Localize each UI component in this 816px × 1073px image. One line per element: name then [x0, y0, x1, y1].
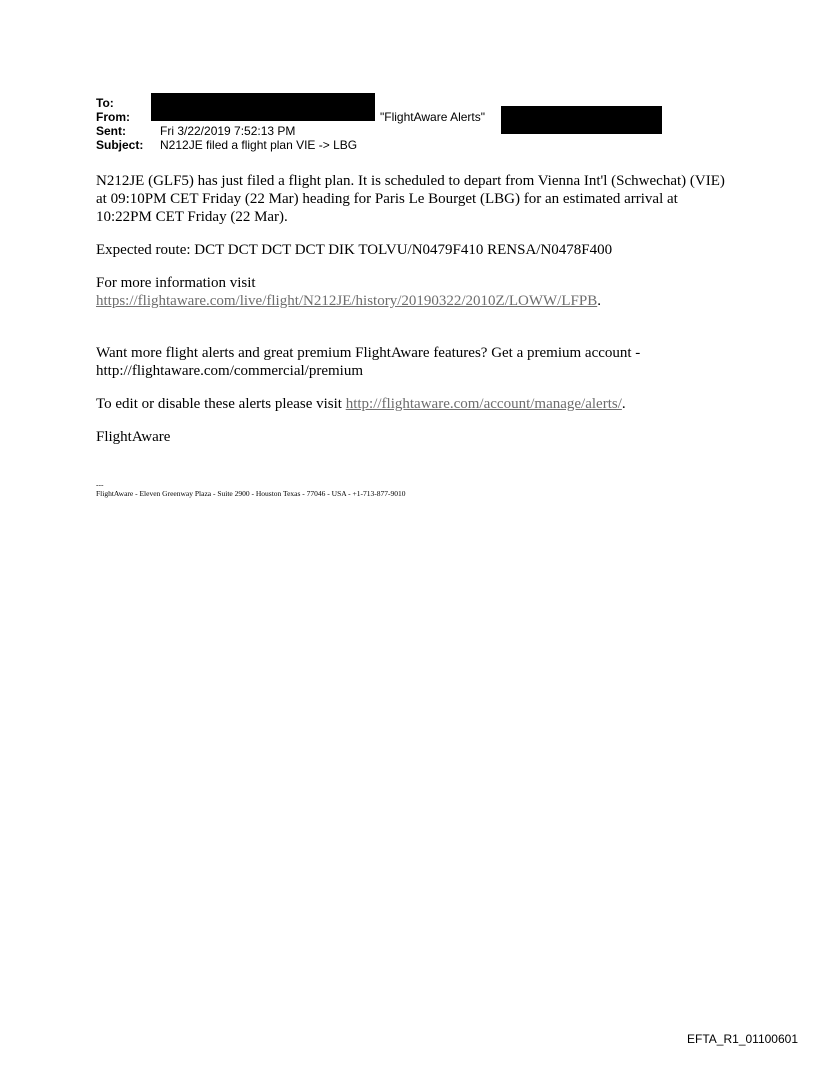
from-name: "FlightAware Alerts": [380, 110, 486, 124]
edit-alerts-text: To edit or disable these alerts please visit: [96, 396, 346, 412]
edit-alerts-period: .: [621, 396, 626, 412]
more-info-period: .: [597, 293, 601, 309]
footer-separator: ---: [96, 480, 104, 489]
subject-label: Subject:: [96, 138, 144, 152]
sent-label: Sent:: [96, 124, 126, 138]
document-id: EFTA_R1_01100601: [687, 1032, 798, 1046]
email-header: [96, 96, 696, 152]
email-body: [96, 172, 732, 461]
premium-paragraph: Want more flight alerts and great premium FlightAware features? Get a premium account - http://flightaware.com/commercial/premium: [96, 345, 641, 379]
flight-history-link[interactable]: https://flightaware.com/live/flight/N212JE/history/20190322/2010Z/LOWW/LFPB: [96, 293, 598, 309]
footer-address: FlightAware - Eleven Greenway Plaza - Suite 2900 - Houston Texas - 77046 - USA - +1-713-877-9010: [96, 489, 406, 498]
subject-value: N212JE filed a flight plan VIE -> LBG: [160, 138, 358, 152]
intro-paragraph: N212JE (GLF5) has just filed a flight plan. It is scheduled to depart from Vienna Int'l (Schwechat) (VIE) at 09:10PM CET Friday (22 Mar) heading for Paris Le Bourget (LBG) for an estimated arrival at 10:22PM CET Friday (22 Mar).: [96, 173, 725, 225]
edit-alerts-paragraph: [96, 395, 732, 413]
from-row: [96, 110, 696, 124]
paragraph-spacer: [96, 325, 732, 344]
subject-row: [96, 138, 696, 152]
more-info-paragraph: [96, 274, 732, 310]
from-label: From:: [96, 110, 130, 124]
sent-row: [96, 124, 696, 138]
manage-alerts-link[interactable]: http://flightaware.com/account/manage/alerts/: [345, 396, 622, 412]
to-label: To:: [96, 96, 114, 110]
route-paragraph: Expected route: DCT DCT DCT DCT DIK TOLVU/N0479F410 RENSA/N0478F400: [96, 242, 613, 258]
email-footer: [96, 480, 406, 498]
more-info-text: For more information visit: [96, 275, 256, 291]
sent-value: Fri 3/22/2019 7:52:13 PM: [160, 124, 296, 138]
signature: FlightAware: [96, 429, 171, 445]
